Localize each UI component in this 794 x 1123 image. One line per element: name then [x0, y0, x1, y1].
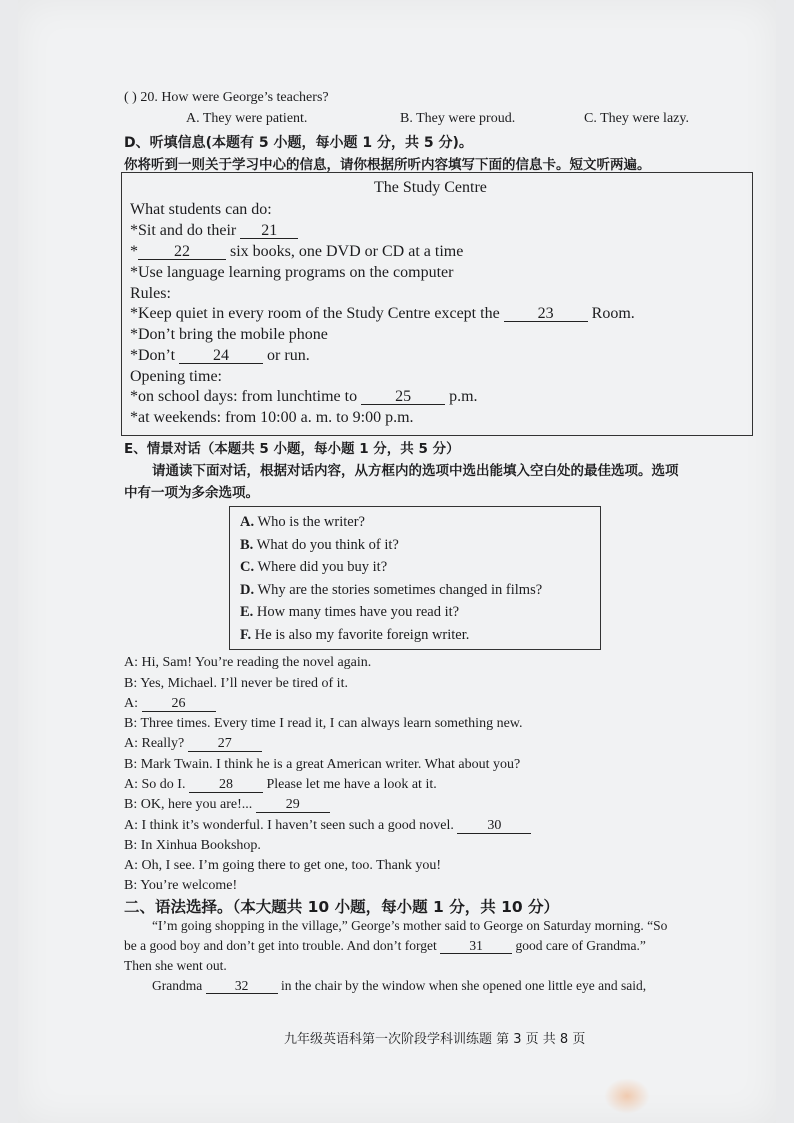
option-f-text: He is also my favorite foreign writer.	[254, 627, 470, 643]
blank-25[interactable]: 25	[361, 390, 445, 405]
blank-28[interactable]: 28	[189, 778, 263, 793]
option-a	[240, 514, 365, 531]
blank-23[interactable]: 23	[504, 307, 588, 322]
card-line-8-text: *Don’t	[130, 347, 176, 364]
card-line-10-end: p.m.	[449, 388, 478, 405]
option-d-text: Why are the stories sometimes changed in films?	[257, 582, 543, 598]
card-line-7: *Don’t bring the mobile phone	[130, 326, 328, 343]
card-line-11: *at weekends: from 10:00 a. m. to 9:00 p.m.	[130, 409, 414, 426]
passage-line-2-text: be a good boy and don’t get into trouble. And don’t forget	[124, 938, 437, 953]
option-d-letter: D.	[240, 582, 255, 598]
option-c-text: Where did you buy it?	[257, 559, 388, 575]
option-c-letter: C.	[240, 559, 255, 575]
passage-line-4	[152, 978, 646, 994]
passage-line-3: Then she went out.	[124, 958, 227, 973]
card-line-10	[130, 388, 478, 406]
section-e-instruction-1: 请通读下面对话，根据对话内容，从方框内的选项中选出能填入空白处的最佳选项。选项	[152, 463, 679, 479]
passage-line-1: “I’m going shopping in the village,” George’s mother said to George on Saturday morning. “So	[152, 918, 668, 933]
q20-option-a: A. They were patient.	[186, 111, 308, 126]
passage-line-4-text: Grandma	[152, 978, 203, 993]
section-e-title: E、情景对话（本题共 5 小题，每小题 1 分，共 5 分）	[124, 441, 460, 457]
section-d-instruction: 你将听到一则关于学习中心的信息，请你根据所听内容填写下面的信息卡。短文听两遍。	[124, 157, 651, 173]
option-c	[240, 559, 387, 576]
option-d	[240, 582, 542, 599]
card-line-3-bullet: *	[130, 243, 138, 260]
blank-22[interactable]: 22	[138, 245, 226, 260]
option-b-text: What do you think of it?	[256, 537, 399, 553]
dialogue-line-4: B: Three times. Every time I read it, I can always learn something new.	[124, 716, 523, 731]
card-line-6-text: *Keep quiet in every room of the Study Centre except the	[130, 305, 500, 322]
option-e	[240, 604, 459, 621]
dialogue-line-5-text: A: Really?	[124, 736, 185, 751]
dialogue-line-9	[124, 818, 531, 834]
dialogue-line-9-text: A: I think it’s wonderful. I haven’t seen such a good novel.	[124, 818, 454, 833]
paper-smudge	[604, 1078, 650, 1114]
card-line-9: Opening time:	[130, 368, 222, 385]
question-20: ( ) 20. How were George’s teachers?	[124, 90, 329, 105]
passage-line-2	[124, 938, 646, 954]
blank-27[interactable]: 27	[188, 737, 262, 752]
card-line-3-text: six books, one DVD or CD at a time	[230, 243, 464, 260]
q20-option-c: C. They were lazy.	[584, 111, 689, 126]
dialogue-line-2: B: Yes, Michael. I’ll never be tired of it.	[124, 676, 348, 691]
dialogue-line-3-speaker: A:	[124, 696, 138, 711]
blank-21[interactable]: 21	[240, 224, 298, 239]
blank-32[interactable]: 32	[206, 979, 278, 994]
card-line-3	[130, 243, 463, 261]
dialogue-line-7-text: A: So do I.	[124, 777, 186, 792]
blank-24[interactable]: 24	[179, 349, 263, 364]
card-line-8-end: or run.	[267, 347, 310, 364]
card-line-4: *Use language learning programs on the computer	[130, 264, 454, 281]
card-line-6	[130, 305, 635, 323]
dialogue-line-8	[124, 797, 330, 813]
page-footer: 九年级英语科第一次阶段学科训练题 第 3 页 共 8 页	[284, 1032, 586, 1047]
dialogue-line-10: B: In Xinhua Bookshop.	[124, 838, 261, 853]
study-centre-card	[121, 172, 753, 436]
option-a-text: Who is the writer?	[257, 514, 365, 530]
card-line-5: Rules:	[130, 285, 171, 302]
card-line-8	[130, 347, 310, 365]
blank-31[interactable]: 31	[440, 939, 512, 954]
option-a-letter: A.	[240, 514, 255, 530]
option-f-letter: F.	[240, 627, 252, 643]
section-d-title: D、听填信息(本题有 5 小题，每小题 1 分，共 5 分)。	[124, 135, 473, 151]
card-line-2-text: *Sit and do their	[130, 222, 237, 239]
card-line-2	[130, 222, 298, 240]
dialogue-line-8-text: B: OK, here you are!...	[124, 797, 253, 812]
q20-option-b: B. They were proud.	[400, 111, 516, 126]
passage-line-2-end: good care of Grandma.”	[515, 938, 646, 953]
passage-line-4-end: in the chair by the window when she opened one little eye and said,	[280, 978, 647, 993]
option-b-letter: B.	[240, 537, 254, 553]
dialogue-line-6: B: Mark Twain. I think he is a great American writer. What about you?	[124, 757, 521, 772]
dialogue-line-7-end: Please let me have a look at it.	[266, 777, 437, 792]
blank-26[interactable]: 26	[142, 697, 216, 712]
dialogue-line-7	[124, 777, 437, 793]
option-b	[240, 537, 399, 554]
card-line-1: What students can do:	[130, 201, 272, 218]
section-e-instruction-2: 中有一项为多余选项。	[124, 485, 259, 501]
dialogue-line-5	[124, 736, 262, 752]
option-e-text: How many times have you read it?	[256, 604, 460, 620]
blank-30[interactable]: 30	[457, 819, 531, 834]
card-line-10-text: *on school days: from lunchtime to	[130, 388, 358, 405]
section-ii-title: 二、语法选择。（本大题共 10 小题，每小题 1 分，共 10 分）	[124, 898, 560, 916]
dialogue-line-12: B: You’re welcome!	[124, 878, 238, 893]
option-e-letter: E.	[240, 604, 254, 620]
card-title: The Study Centre	[374, 179, 487, 196]
card-line-6-end: Room.	[591, 305, 635, 322]
dialogue-line-11: A: Oh, I see. I’m going there to get one, too. Thank you!	[124, 858, 442, 873]
option-f	[240, 627, 469, 644]
dialogue-line-1: A: Hi, Sam! You’re reading the novel again.	[124, 655, 372, 670]
options-box	[229, 506, 601, 650]
blank-29[interactable]: 29	[256, 798, 330, 813]
dialogue-line-3	[124, 696, 216, 712]
